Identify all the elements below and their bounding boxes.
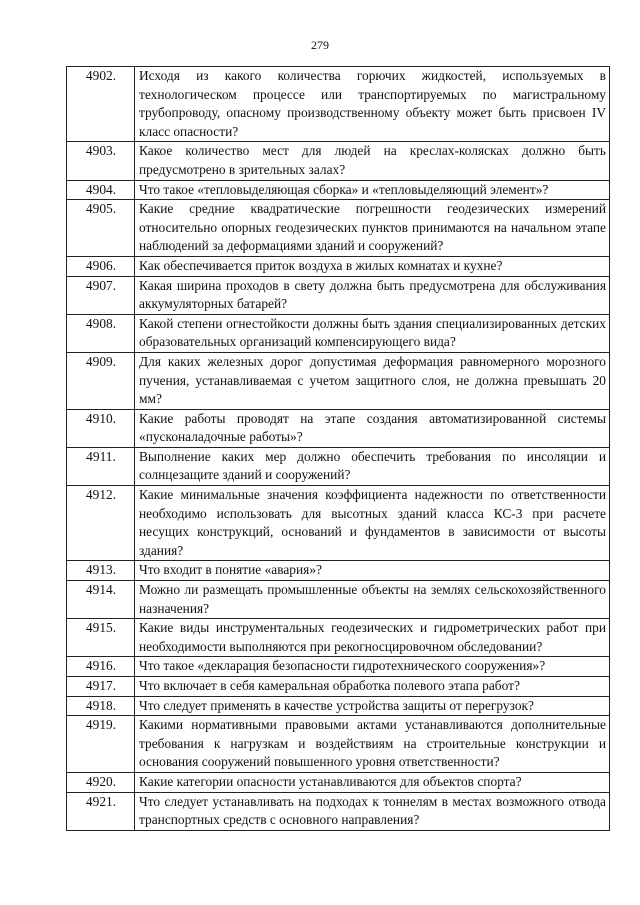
table-row: [67, 180, 610, 200]
question-number: 4909.: [67, 352, 135, 409]
table-row: [67, 256, 610, 276]
question-number: 4915.: [67, 619, 135, 657]
questions-table: [66, 66, 610, 831]
question-text: Какие работы проводят на этапе создания автоматизированной системы «пусконаладочные работы»?: [135, 409, 610, 447]
table-row: [67, 677, 610, 697]
question-text: Какая ширина проходов в свету должна быть предусмотрена для обслуживания аккумуляторных батарей?: [135, 276, 610, 314]
table-row: [67, 657, 610, 677]
question-number: 4902.: [67, 67, 135, 142]
question-text: Выполнение каких мер должно обеспечить требования по инсоляции и солнцезащите зданий и сооружений?: [135, 447, 610, 485]
question-text: Можно ли размещать промышленные объекты на землях сельскохозяйственного назначения?: [135, 581, 610, 619]
question-number: 4904.: [67, 180, 135, 200]
question-text: Какое количество мест для людей на креслах-колясках должно быть предусмотрено в зрительных залах?: [135, 142, 610, 180]
question-number: 4919.: [67, 716, 135, 773]
question-number: 4920.: [67, 772, 135, 792]
table-row: [67, 314, 610, 352]
table-row: [67, 276, 610, 314]
table-row: [67, 200, 610, 257]
question-number: 4905.: [67, 200, 135, 257]
question-text: Что такое «декларация безопасности гидротехнического сооружения»?: [135, 657, 610, 677]
question-number: 4917.: [67, 677, 135, 697]
question-text: Что такое «тепловыделяющая сборка» и «тепловыделяющий элемент»?: [135, 180, 610, 200]
question-number: 4910.: [67, 409, 135, 447]
table-row: [67, 716, 610, 773]
question-text: Какой степени огнестойкости должны быть здания специализированных детских образовательных организаций компенсирующего вида?: [135, 314, 610, 352]
table-row: [67, 561, 610, 581]
table-row: [67, 409, 610, 447]
question-text: Какие минимальные значения коэффициента надежности по ответственности необходимо использовать для высотных зданий класса КС-3 при расчете несущих конструкций, оснований и фундаментов в зависимости от высоты здания?: [135, 486, 610, 561]
question-text: Исходя из какого количества горючих жидкостей, используемых в технологическом процессе или транспортируемых по магистральному трубопроводу, опасному производственному объекту может быть присвоен IV класс опасности?: [135, 67, 610, 142]
question-text: Для каких железных дорог допустимая деформация равномерного морозного пучения, устанавливаемая с учетом защитного слоя, не должна превышать 20 мм?: [135, 352, 610, 409]
questions-table-body: [67, 67, 610, 831]
question-text: Что включает в себя камеральная обработка полевого этапа работ?: [135, 677, 610, 697]
table-row: [67, 792, 610, 830]
table-row: [67, 447, 610, 485]
question-number: 4913.: [67, 561, 135, 581]
question-text: Что входит в понятие «авария»?: [135, 561, 610, 581]
question-number: 4911.: [67, 447, 135, 485]
page-number: 279: [311, 38, 329, 52]
table-row: [67, 772, 610, 792]
question-text: Что следует применять в качестве устройства защиты от перегрузок?: [135, 696, 610, 716]
table-row: [67, 581, 610, 619]
question-number: 4908.: [67, 314, 135, 352]
table-row: [67, 619, 610, 657]
question-number: 4914.: [67, 581, 135, 619]
question-number: 4921.: [67, 792, 135, 830]
question-number: 4912.: [67, 486, 135, 561]
question-text: Какие виды инструментальных геодезических и гидрометрических работ при необходимости выполняются при рекогносцировочном обследовании?: [135, 619, 610, 657]
table-row: [67, 352, 610, 409]
question-number: 4907.: [67, 276, 135, 314]
question-number: 4903.: [67, 142, 135, 180]
question-text: Что следует устанавливать на подходах к тоннелям в местах возможного отвода транспортных средств с основного направления?: [135, 792, 610, 830]
table-row: [67, 142, 610, 180]
table-row: [67, 696, 610, 716]
table-row: [67, 486, 610, 561]
table-row: [67, 67, 610, 142]
question-number: 4918.: [67, 696, 135, 716]
question-text: Как обеспечивается приток воздуха в жилых комнатах и кухне?: [135, 256, 610, 276]
question-text: Какие средние квадратические погрешности геодезических измерений относительно опорных геодезических пунктов принимаются на начальном этапе наблюдений за деформациями зданий и сооружений?: [135, 200, 610, 257]
question-text: Какими нормативными правовыми актами устанавливаются дополнительные требования к нагрузкам и воздействиям на строительные конструкции и основания сооружений повышенного уровня ответственности?: [135, 716, 610, 773]
question-number: 4916.: [67, 657, 135, 677]
question-number: 4906.: [67, 256, 135, 276]
question-text: Какие категории опасности устанавливаются для объектов спорта?: [135, 772, 610, 792]
